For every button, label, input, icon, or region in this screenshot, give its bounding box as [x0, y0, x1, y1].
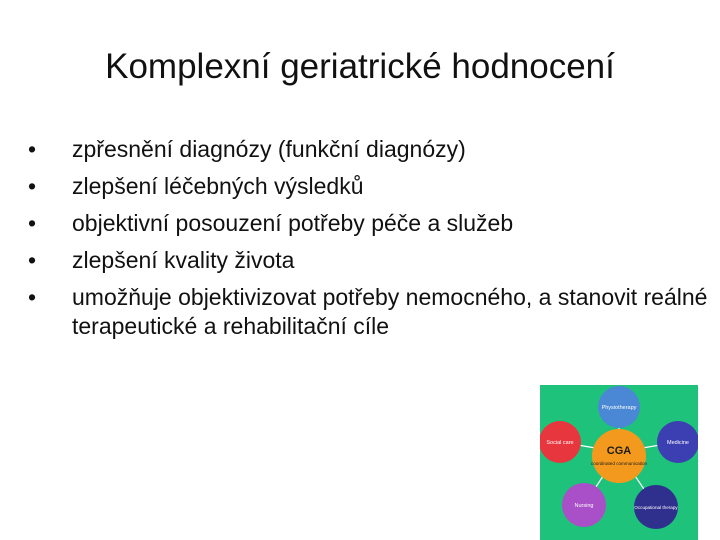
- bullet-text: zlepšení kvality života: [72, 247, 295, 273]
- bullet-dot: •: [28, 136, 37, 162]
- node-left-label: Social care: [546, 440, 574, 446]
- center-subtitle: coordinated communication: [590, 461, 648, 466]
- cga-diagram-image: [540, 385, 698, 540]
- bullet-item: [28, 283, 708, 341]
- bullet-dot: •: [28, 247, 37, 273]
- bullet-item: [28, 135, 708, 164]
- node-top-label: Physiotherapy: [601, 405, 637, 411]
- bullet-list: [28, 135, 708, 349]
- cga-diagram: [540, 385, 698, 540]
- center-title: CGA: [606, 445, 632, 457]
- node-bottom-left-label: Nursing: [574, 503, 594, 509]
- bullet-dot: •: [28, 210, 37, 236]
- bullet-text: objektivní posouzení potřeby péče a služeb: [72, 210, 514, 236]
- bullet-text: zpřesnění diagnózy (funkční diagnózy): [72, 136, 466, 162]
- bullet-dot: •: [28, 284, 37, 310]
- bullet-text: umožňuje objektivizovat potřeby nemocného, a stanovit reálné terapeutické a rehabilitační cíle: [72, 284, 708, 339]
- bullet-item: [28, 246, 708, 275]
- bullet-text: zlepšení léčebných výsledků: [72, 173, 364, 199]
- slide-title: Komplexní geriatrické hodnocení: [105, 47, 615, 86]
- node-right-label: Medicine: [666, 440, 690, 446]
- bullet-dot: •: [28, 173, 37, 199]
- bullet-item: [28, 209, 708, 238]
- node-bottom-right-label: Occupational therapy: [634, 505, 678, 510]
- bullet-item: [28, 172, 708, 201]
